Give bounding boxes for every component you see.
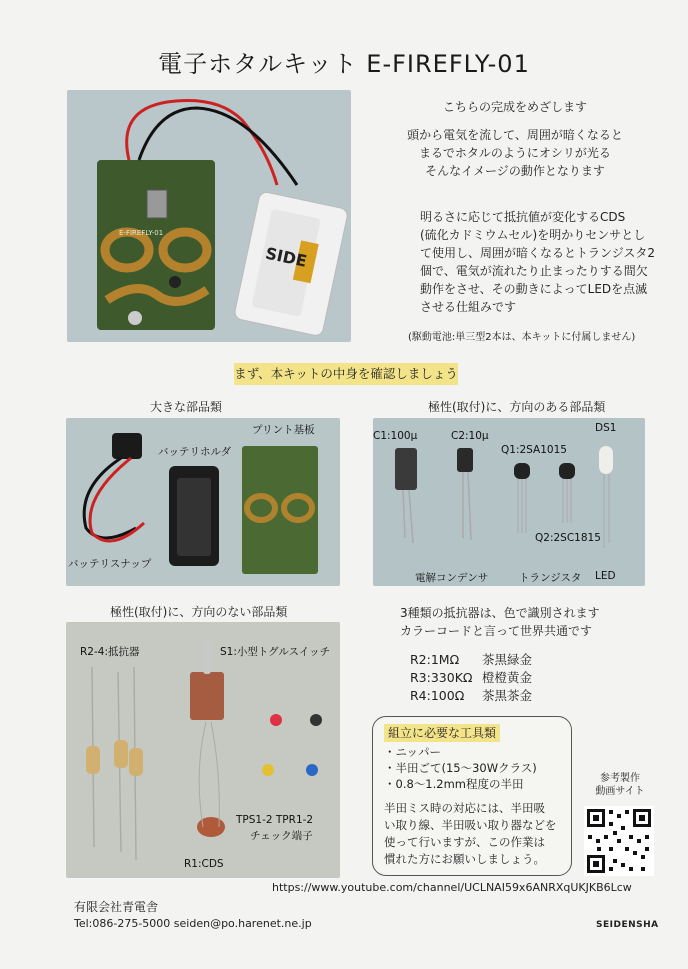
- brand-logo: SEIDENSHA: [596, 920, 659, 930]
- reference-line: 動画サイト: [595, 786, 645, 797]
- tools-title: 組立に必要な工具類: [384, 724, 500, 742]
- check-terminal-shape: [310, 714, 322, 726]
- pcb-part: [242, 446, 318, 574]
- resistor-name: R3:330KΩ: [410, 670, 473, 685]
- c2-label: C2:10μ: [451, 430, 489, 442]
- transistor-q2-shape: [559, 463, 575, 479]
- holder-label: バッテリホルダ: [158, 446, 232, 458]
- pcb-board: [97, 160, 215, 330]
- resistor-r2-shape: [86, 746, 100, 774]
- resistor-colors: 橙橙黄金: [482, 670, 533, 685]
- toggle-switch-part: [190, 672, 224, 720]
- resistor-label: R2-4:抵抗器: [80, 646, 140, 658]
- tools-note-line: 慣れた方にお願いしましょう。: [384, 852, 545, 866]
- qr-code-icon[interactable]: [584, 806, 654, 876]
- resistor-row: [410, 687, 610, 705]
- youtube-channel-link[interactable]: https://www.youtube.com/channel/UCLNAI59x6ANRXqUKJKB6Lcw: [272, 881, 632, 894]
- resistor-r4-shape: [129, 748, 143, 776]
- led-shape: [128, 311, 142, 325]
- check-terminal-shape: [270, 714, 282, 726]
- q2-label: Q2:2SC1815: [535, 532, 601, 544]
- cds-shape: [197, 817, 225, 837]
- reference-video-label: [584, 772, 656, 798]
- tools-note: [384, 800, 568, 868]
- battery-label: SIDE: [263, 243, 309, 271]
- nonpolar-parts-heading: 極性(取付)に、方向のない部品類: [110, 605, 288, 619]
- tool-item: ・半田ごて(15〜30Wクラス): [384, 761, 537, 775]
- cds-label: R1:CDS: [184, 858, 224, 870]
- q1-label: Q1:2SA1015: [501, 444, 567, 456]
- ds1-label: DS1: [595, 422, 617, 434]
- tools-note-line: 半田ミス時の対応には、半田吸: [384, 801, 545, 815]
- capacitor-c2-shape: [457, 448, 473, 472]
- battery-note: (駆動電池:単三型2本は、本キットに付属しません): [408, 332, 636, 343]
- resistor-info-line: カラーコードと言って世界共通です: [400, 624, 593, 638]
- polar-parts-heading: 極性(取付)に、方向のある部品類: [428, 400, 606, 414]
- tools-list: [384, 744, 568, 792]
- resistor-info-line: 3種類の抵抗器は、色で識別されます: [400, 606, 600, 620]
- tools-note-line: 使って行いますが、この作業は: [384, 835, 545, 849]
- switch-label: S1:小型トグルスイッチ: [220, 646, 331, 658]
- resistor-name: R2:1MΩ: [410, 652, 460, 667]
- intro-p2-line: させる仕組みです: [420, 300, 517, 314]
- tool-item: ・ニッパー: [384, 745, 442, 759]
- intro-p1-line: そんなイメージの動作となります: [425, 164, 605, 178]
- company-name: 有限会社青電舎: [74, 900, 159, 914]
- completed-kit-illustration: [67, 90, 351, 342]
- check-contents-banner: まず、本キットの中身を確認しましょう: [234, 363, 458, 385]
- tool-item: ・0.8〜1.2mm程度の半田: [384, 777, 524, 791]
- contact-info: Tel:086-275-5000 seiden@po.harenet.ne.jp: [74, 917, 312, 930]
- terminal-label: TPS1-2 TPR1-2: [236, 814, 314, 826]
- intro-heading: こちらの完成をめざします: [442, 100, 587, 114]
- intro-p1-line: まるでホタルのようにオシリが光る: [419, 146, 611, 160]
- intro-p2-line: て使用し、周囲が暗くなるとトランジスタ2: [420, 246, 655, 260]
- intro-paragraph-1: [370, 126, 660, 180]
- toggle-switch-shape: [147, 190, 167, 218]
- resistor-name: R4:100Ω: [410, 688, 465, 703]
- intro-p2-line: 動作をさせ、その動きによってLEDを点滅: [420, 282, 648, 296]
- large-parts-heading: 大きな部品類: [150, 400, 223, 414]
- intro-p2-line: (硫化カドミウムセル)を明かりセンサとし: [420, 228, 646, 242]
- led-label: LED: [595, 570, 616, 582]
- intro-p2-line: 明るさに応じて抵抗値が変化するCDS: [420, 210, 626, 224]
- transistor-label: トランジスタ: [519, 572, 582, 584]
- resistor-info: [400, 604, 660, 640]
- board-label-text: プリント基板: [252, 424, 315, 436]
- capacitor-label: 電解コンデンサ: [415, 572, 489, 584]
- terminal-label-2: チェック端子: [250, 830, 313, 842]
- resistor-row: [410, 651, 610, 669]
- transistor-q1-shape: [514, 463, 530, 479]
- reference-line: 参考製作: [600, 773, 640, 784]
- resistor-r3-shape: [114, 740, 128, 768]
- check-terminal-shape: [262, 764, 274, 776]
- page-title: 電子ホタルキット E-FIREFLY-01: [158, 50, 530, 78]
- snap-label: バッテリスナップ: [68, 558, 152, 570]
- battery-snap-shape: [112, 433, 142, 459]
- intro-p2-line: 個で、電気が流れたり止まったりする間欠: [420, 264, 648, 278]
- large-parts-photo: [66, 418, 340, 586]
- capacitor-c1-shape: [395, 448, 417, 490]
- intro-paragraph-2: [420, 208, 660, 316]
- board-label: E-FIREFLY-01: [119, 229, 164, 237]
- resistor-colors: 茶黒茶金: [482, 688, 533, 703]
- completed-kit-photo: [67, 90, 351, 342]
- intro-p1-line: 頭から電気を流して、周囲が暗くなると: [407, 128, 623, 142]
- led-part-shape: [599, 446, 613, 474]
- resistor-row: [410, 669, 610, 687]
- resistor-colors: 茶黒緑金: [482, 652, 533, 667]
- c1-label: C1:100μ: [373, 430, 418, 442]
- tools-note-line: い取り線、半田吸い取り器などを: [384, 818, 557, 832]
- polar-parts-photo: [373, 418, 645, 586]
- nonpolar-parts-photo: [66, 622, 340, 878]
- check-terminal-shape: [306, 764, 318, 776]
- resistor-table: [410, 651, 610, 705]
